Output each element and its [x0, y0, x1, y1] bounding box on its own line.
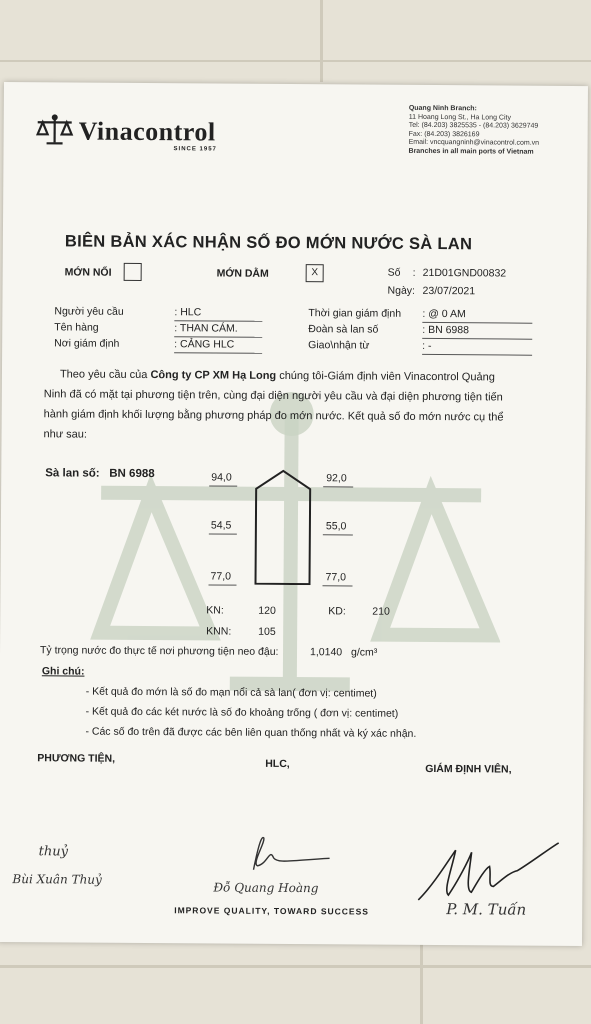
barge-no-label: Sà lan số: — [45, 467, 100, 480]
document-title: BIÊN BẢN XÁC NHẬN SỐ ĐO MỚN NƯỚC SÀ LAN — [64, 232, 473, 254]
signer-surveyor: GIÁM ĐỊNH VIÊN, — [425, 762, 512, 776]
signature-vessel-name: Bùi Xuân Thuỷ — [12, 872, 102, 887]
knn-value: 105 — [258, 625, 276, 638]
inspection-report-sheet — [0, 82, 588, 946]
company-slogan: IMPROVE QUALITY, TOWARD SUCCESS — [174, 905, 369, 917]
delivery-label: Giao\nhận từ — [308, 339, 370, 352]
knn-label: KNN: — [206, 625, 232, 638]
doc-number-colon: : — [412, 266, 416, 279]
barge-group-value: : BN 6988 — [422, 323, 470, 337]
doc-date-label: Ngày: — [387, 284, 416, 297]
dam-checkbox[interactable]: X — [306, 264, 324, 282]
requester-value: : HLC — [174, 306, 202, 319]
time-value: : @ 0 AM — [422, 307, 466, 321]
kn-label: KN: — [206, 604, 224, 617]
moi-label: MỚN NỔI — [64, 266, 112, 279]
signature-hlc-mark — [233, 834, 333, 875]
delivery-value: : - — [422, 339, 432, 352]
density-value: 1,0140 — [309, 646, 343, 659]
doc-number-label: Số — [387, 266, 401, 279]
signer-vessel: PHƯƠNG TIỆN, — [37, 752, 116, 765]
signer-hlc: HLC, — [265, 757, 290, 771]
draft-fore-right: 92,0 — [326, 472, 347, 485]
notes-title: Ghi chú: — [41, 665, 85, 678]
kd-label: KD: — [328, 605, 346, 618]
kd-value: 210 — [372, 605, 390, 618]
scale-logo-icon — [34, 112, 76, 146]
density-label: Tỷ trọng nước đo thực tế nơi phương tiện neo đậu: — [39, 644, 279, 658]
barge-no-value: BN 6988 — [109, 467, 155, 481]
draft-mid-right: 55,0 — [325, 520, 347, 533]
barge-group-label: Đoàn sà lan số — [308, 323, 379, 336]
doc-date: 23/07/2021 — [422, 284, 476, 298]
since-label: SINCE 1957 — [173, 146, 217, 153]
kn-value: 120 — [258, 604, 276, 617]
signature-vessel-short: thuỷ — [38, 844, 69, 860]
density-unit: g/cm³ — [350, 646, 378, 659]
time-label: Thời gian giám định — [308, 307, 402, 320]
draft-mid-left: 54,5 — [210, 519, 232, 532]
draft-aft-right: 77,0 — [325, 571, 347, 584]
requester-label: Người yêu cầu — [54, 305, 124, 318]
signature-hlc-name: Đỗ Quang Hoàng — [213, 880, 319, 896]
barge-diagram — [252, 469, 313, 585]
dam-label: MỚN DẰM — [216, 267, 269, 280]
intro-paragraph: Theo yêu cầu của Công ty CP XM Hạ Long chúng tôi-Giám định viên Vinacontrol Quảng Ninh đã có mặt tại phương tiện trên, cùng đại diện người yêu cầu và đại diện phương tiện tiến hành giám định khối lượng bằng phương pháp đo mớn nước. Kết quả số đo mớn nước cụ thể như sau: — [43, 368, 504, 441]
place-label: Nơi giám định — [54, 337, 120, 350]
company-logo: Vinacontrol — [78, 116, 216, 147]
branch-info: Quang Ninh Branch: 11 Hoang Long St., Ha Long City Tel: (84.203) 3825535 - (84.203) 3629749 Fax: (84.203) 3826169 Email: vncquangninh@vinacontrol.com.vn Branches in all main ports of Vietnam — [408, 104, 540, 156]
note-3: - Các số đo trên đã được các bên liên quan thống nhất và ký xác nhận. — [85, 725, 417, 740]
goods-value: : THAN CÁM. — [174, 322, 238, 335]
draft-aft-left: 77,0 — [210, 570, 232, 583]
place-value: : CẢNG HLC — [174, 338, 235, 351]
signature-surveyor-name: P. M. Tuấn — [446, 900, 527, 919]
note-2: - Kết quả đo các két nước là số đo khoảng trống ( đơn vị: centimet) — [85, 705, 399, 720]
doc-number: 21D01GND00832 — [422, 266, 507, 280]
note-1: - Kết quả đo mớn là số đo mạn nổi cả sà lan( đơn vị: centimet) — [85, 685, 377, 700]
moi-checkbox[interactable] — [124, 263, 142, 281]
draft-fore-left: 94,0 — [211, 471, 232, 484]
goods-label: Tên hàng — [54, 321, 99, 334]
